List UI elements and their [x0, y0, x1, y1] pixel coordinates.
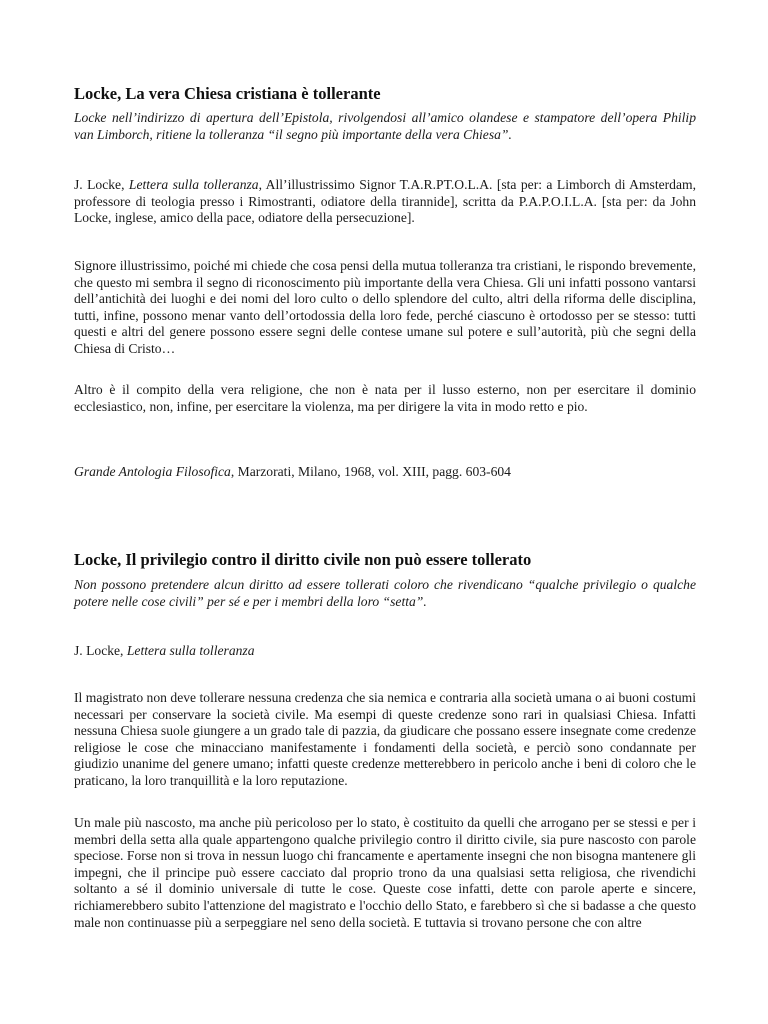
section-1-source: [74, 464, 696, 481]
section-2-paragraph-2: Un male più nascosto, ma anche più pericoloso per lo stato, è costituito da quelli che arrogano per se stessi e per i membri della setta alla quale appartengono qualche privilegio contro il diritto civile, sia pure nascosto con parole speciose. Forse non si trova in nessun luogo chi francamente e apertamente insegni che non bisogna mantenere gli impegni, che il principe può essere cacciato dal proprio trono da una qualsiasi setta religiosa, che rivendichi soltanto a sé il dominio universale di tutte le cose. Queste cose infatti, dette con parole aperte e sincere, richiamerebbero subito l'attenzione del magistrato e l'occhio dello Stato, e farebbero sì che si badasse a che questo male non continuasse più a serpeggiare nel seno della società. E tuttavia si trovano persone che con altre: [74, 815, 696, 930]
section-1-reference: [74, 177, 696, 227]
reference-details: , All’illustrissimo Signor T.A.R.PT.O.L.A. [sta per: a Limborch di Amsterdam, professore di teologia presso i Rimostranti, odiatore della tirannide], scritta da P.A.P.O.I.L.A. [sta per: da John Locke, inglese, amico della pace, odiatore della persecuzione].: [74, 177, 696, 226]
section-2-reference: [74, 643, 696, 660]
reference-work-title: Lettera sulla tolleranza: [128, 177, 259, 192]
reference-author: J. Locke,: [74, 177, 129, 192]
source-work-title: Grande Antologia Filosofica: [74, 464, 231, 479]
section-1-intro: Locke nell’indirizzo di apertura dell’Epistola, rivolgendosi all’amico olandese e stampatore dell’opera Philip van Limborch, ritiene la tolleranza “il segno più importante della vera Chiesa”.: [74, 110, 696, 142]
section-1-paragraph-2: Altro è il compito della vera religione, che non è nata per il lusso esterno, non per esercitare il dominio ecclesiastico, non, infine, per esercitare la violenza, ma per dirigere la vita in modo retto e pio.: [74, 382, 696, 414]
section-2-title: Locke, Il privilegio contro il diritto civile non può essere tollerato: [74, 550, 532, 569]
reference-author: J. Locke,: [74, 643, 127, 658]
section-1-title: Locke, La vera Chiesa cristiana è tollerante: [74, 84, 381, 103]
section-1-paragraph-1: Signore illustrissimo, poiché mi chiede che cosa pensi della mutua tolleranza tra cristiani, le rispondo brevemente, che questo mi sembra il segno di riconoscimento più importante della vera Chiesa. Gli uni infatti possono vantarsi dell’antichità dei luoghi e dei nomi del loro culto o dello splendore del culto, altri della riforma delle disciplina, tutti, infine, possono menar vanto dell’ortodossia della loro fede, perché ciascuno è ortodosso per se stesso: tutti questi e altri del genere possono essere segni delle contese umane sul potere e sull’autorità, più che segni della Chiesa di Cristo…: [74, 258, 696, 356]
reference-work-title: Lettera sulla tolleranza: [126, 643, 255, 658]
source-details: , Marzorati, Milano, 1968, vol. XIII, pagg. 603-604: [230, 464, 511, 479]
section-2-intro: Non possono pretendere alcun diritto ad essere tollerati coloro che rivendicano “qualche privilegio o qualche potere nelle cose civili” per sé e per i membri della loro “setta”.: [74, 577, 696, 609]
section-2-paragraph-1: Il magistrato non deve tollerare nessuna credenza che sia nemica e contraria alla società umana o ai buoni costumi necessari per conservare la società civile. Ma esempi di queste credenze sono rari in qualsiasi Chiesa. Infatti nessuna Chiesa suole giungere a un grado tale di pazzia, da giudicare che possano essere insegnate come credenze religiose le cose che minacciano manifestamente i fondamenti della società, e perciò sono condannate per giudizio unanime del genere umano; infatti queste credenze metterebbero in pericolo anche i beni di coloro che le praticano, la loro tranquillità e la loro reputazione.: [74, 690, 696, 788]
